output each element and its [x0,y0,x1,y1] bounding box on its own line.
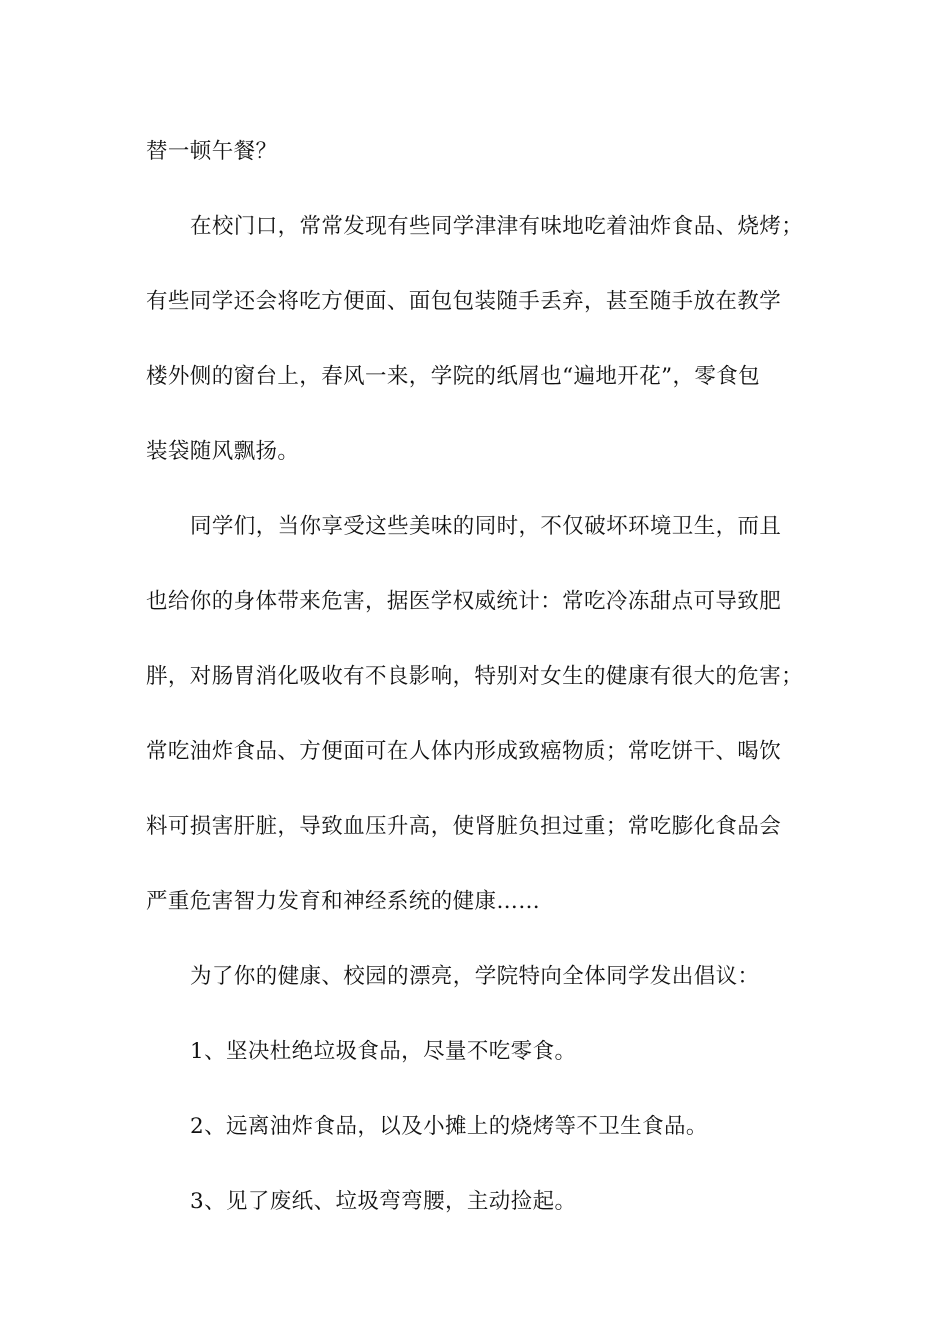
paragraph-start-line: 在校门口，常常发现有些同学津津有味地吃着油炸食品、烧烤； [190,214,804,239]
text-line: 常吃油炸食品、方便面可在人体内形成致癌物质；常吃饼干、喝饮 [146,739,782,764]
text-line: 装袋随风飘扬。 [146,439,300,464]
text-line: 料可损害肝脏，导致血压升高，使肾脏负担过重；常吃膨化食品会 [146,814,782,839]
text-line: 也给你的身体带来危害，据医学权威统计：常吃冷冻甜点可导致肥 [146,589,782,614]
text-line: 有些同学还会将吃方便面、面包包装随手丢弃，甚至随手放在教学 [146,289,782,314]
text-line: 胖，对肠胃消化吸收有不良影响，特别对女生的健康有很大的危害； [146,664,804,689]
list-item: 2、远离油炸食品，以及小摊上的烧烤等不卫生食品。 [190,1114,708,1139]
paragraph-start-line: 为了你的健康、校园的漂亮，学院特向全体同学发出倡议： [190,964,760,989]
paragraph-start-line: 同学们，当你享受这些美味的同时，不仅破坏环境卫生，而且 [190,514,782,539]
text-line: 严重危害智力发育和神经系统的健康…… [146,889,541,914]
text-line: 替一顿午餐？ [146,139,278,164]
list-item: 1、坚决杜绝垃圾食品，尽量不吃零食。 [190,1039,577,1064]
text-line: 楼外侧的窗台上，春风一来，学院的纸屑也“遍地开花”，零食包 [146,364,761,389]
list-item: 3、见了废纸、垃圾弯弯腰，主动捡起。 [190,1189,577,1214]
